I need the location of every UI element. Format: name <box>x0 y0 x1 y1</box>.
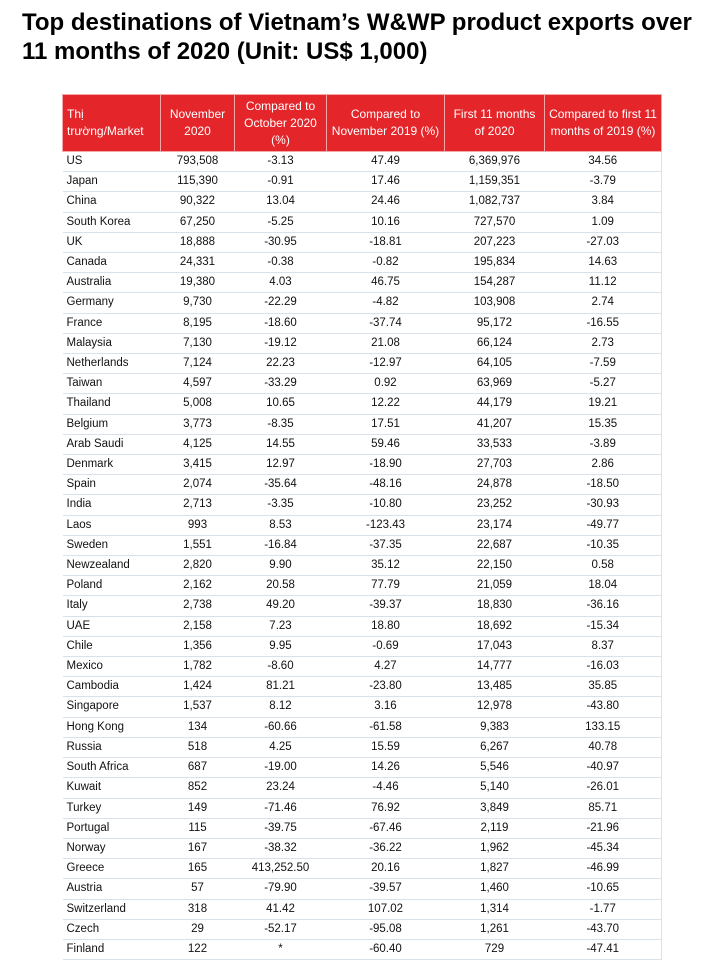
vs-first-11-months-2019-cell: -1.77 <box>545 899 662 919</box>
vs-november-2019-cell: 18.80 <box>327 616 445 636</box>
november-2020-cell: 4,125 <box>161 434 235 454</box>
vs-october-2020-cell: 9.90 <box>235 556 327 576</box>
vs-october-2020-cell: -19.00 <box>235 758 327 778</box>
first-11-months-2020-cell: 13,485 <box>445 677 545 697</box>
first-11-months-2020-cell: 1,159,351 <box>445 172 545 192</box>
vs-november-2019-cell: 3.16 <box>327 697 445 717</box>
vs-first-11-months-2019-cell: -27.03 <box>545 232 662 252</box>
first-11-months-2020-cell: 1,082,737 <box>445 192 545 212</box>
header-vs-november-2019: Compared to November 2019 (%) <box>327 95 445 152</box>
market-cell: Denmark <box>63 455 161 475</box>
vs-first-11-months-2019-cell: -10.35 <box>545 535 662 555</box>
table-row <box>63 192 662 212</box>
market-cell: Singapore <box>63 697 161 717</box>
first-11-months-2020-cell: 44,179 <box>445 394 545 414</box>
vs-first-11-months-2019-cell: -3.89 <box>545 434 662 454</box>
vs-november-2019-cell: -37.35 <box>327 535 445 555</box>
november-2020-cell: 24,331 <box>161 253 235 273</box>
vs-first-11-months-2019-cell: -16.55 <box>545 313 662 333</box>
first-11-months-2020-cell: 1,314 <box>445 899 545 919</box>
header-november-2020: November 2020 <box>161 95 235 152</box>
vs-october-2020-cell: 8.12 <box>235 697 327 717</box>
table-row <box>63 212 662 232</box>
vs-november-2019-cell: -67.46 <box>327 818 445 838</box>
header-row <box>63 95 662 152</box>
november-2020-cell: 3,415 <box>161 455 235 475</box>
november-2020-cell: 134 <box>161 717 235 737</box>
table-row <box>63 859 662 879</box>
vs-november-2019-cell: -0.82 <box>327 253 445 273</box>
vs-october-2020-cell: -60.66 <box>235 717 327 737</box>
vs-first-11-months-2019-cell: 1.09 <box>545 212 662 232</box>
vs-first-11-months-2019-cell: 2.73 <box>545 333 662 353</box>
november-2020-cell: 1,356 <box>161 636 235 656</box>
november-2020-cell: 993 <box>161 515 235 535</box>
vs-first-11-months-2019-cell: 18.04 <box>545 576 662 596</box>
first-11-months-2020-cell: 41,207 <box>445 414 545 434</box>
vs-november-2019-cell: 77.79 <box>327 576 445 596</box>
vs-october-2020-cell: * <box>235 939 327 959</box>
exports-table <box>62 94 662 960</box>
vs-first-11-months-2019-cell: 3.84 <box>545 192 662 212</box>
vs-first-11-months-2019-cell: -18.50 <box>545 475 662 495</box>
table-row <box>63 576 662 596</box>
first-11-months-2020-cell: 103,908 <box>445 293 545 313</box>
table-row <box>63 354 662 374</box>
table-row <box>63 232 662 252</box>
vs-november-2019-cell: -36.22 <box>327 838 445 858</box>
header-vs-october-2020: Compared to October 2020 (%) <box>235 95 327 152</box>
november-2020-cell: 2,162 <box>161 576 235 596</box>
vs-october-2020-cell: 41.42 <box>235 899 327 919</box>
vs-november-2019-cell: -18.81 <box>327 232 445 252</box>
november-2020-cell: 115,390 <box>161 172 235 192</box>
table-row <box>63 273 662 293</box>
vs-october-2020-cell: -35.64 <box>235 475 327 495</box>
market-cell: Taiwan <box>63 374 161 394</box>
vs-first-11-months-2019-cell: 2.74 <box>545 293 662 313</box>
table-row <box>63 253 662 273</box>
vs-first-11-months-2019-cell: -26.01 <box>545 778 662 798</box>
vs-november-2019-cell: 21.08 <box>327 333 445 353</box>
header-vs-first-11-months-2019: Compared to first 11 months of 2019 (%) <box>545 95 662 152</box>
vs-october-2020-cell: 14.55 <box>235 434 327 454</box>
market-cell: Poland <box>63 576 161 596</box>
first-11-months-2020-cell: 23,174 <box>445 515 545 535</box>
market-cell: France <box>63 313 161 333</box>
vs-first-11-months-2019-cell: -36.16 <box>545 596 662 616</box>
table-row <box>63 313 662 333</box>
vs-first-11-months-2019-cell: 11.12 <box>545 273 662 293</box>
first-11-months-2020-cell: 66,124 <box>445 333 545 353</box>
table-row <box>63 818 662 838</box>
vs-october-2020-cell: -39.75 <box>235 818 327 838</box>
table-row <box>63 778 662 798</box>
first-11-months-2020-cell: 22,150 <box>445 556 545 576</box>
first-11-months-2020-cell: 17,043 <box>445 636 545 656</box>
vs-october-2020-cell: -30.95 <box>235 232 327 252</box>
vs-november-2019-cell: -61.58 <box>327 717 445 737</box>
first-11-months-2020-cell: 22,687 <box>445 535 545 555</box>
vs-november-2019-cell: 10.16 <box>327 212 445 232</box>
table-row <box>63 535 662 555</box>
table-row <box>63 636 662 656</box>
market-cell: Greece <box>63 859 161 879</box>
market-cell: Laos <box>63 515 161 535</box>
vs-november-2019-cell: -4.82 <box>327 293 445 313</box>
vs-first-11-months-2019-cell: 19.21 <box>545 394 662 414</box>
first-11-months-2020-cell: 63,969 <box>445 374 545 394</box>
first-11-months-2020-cell: 12,978 <box>445 697 545 717</box>
first-11-months-2020-cell: 21,059 <box>445 576 545 596</box>
market-cell: Japan <box>63 172 161 192</box>
november-2020-cell: 1,537 <box>161 697 235 717</box>
market-cell: Czech <box>63 919 161 939</box>
first-11-months-2020-cell: 207,223 <box>445 232 545 252</box>
vs-november-2019-cell: -123.43 <box>327 515 445 535</box>
first-11-months-2020-cell: 14,777 <box>445 657 545 677</box>
first-11-months-2020-cell: 18,830 <box>445 596 545 616</box>
table-row <box>63 495 662 515</box>
table-row <box>63 455 662 475</box>
vs-november-2019-cell: -60.40 <box>327 939 445 959</box>
vs-first-11-months-2019-cell: 2.86 <box>545 455 662 475</box>
november-2020-cell: 2,074 <box>161 475 235 495</box>
vs-first-11-months-2019-cell: -7.59 <box>545 354 662 374</box>
november-2020-cell: 1,551 <box>161 535 235 555</box>
november-2020-cell: 122 <box>161 939 235 959</box>
vs-november-2019-cell: -18.90 <box>327 455 445 475</box>
november-2020-cell: 687 <box>161 758 235 778</box>
vs-first-11-months-2019-cell: 133.15 <box>545 717 662 737</box>
market-cell: Thailand <box>63 394 161 414</box>
november-2020-cell: 67,250 <box>161 212 235 232</box>
november-2020-cell: 3,773 <box>161 414 235 434</box>
vs-october-2020-cell: 7.23 <box>235 616 327 636</box>
table-row <box>63 515 662 535</box>
table-row <box>63 657 662 677</box>
vs-october-2020-cell: 4.25 <box>235 737 327 757</box>
vs-october-2020-cell: -18.60 <box>235 313 327 333</box>
november-2020-cell: 2,158 <box>161 616 235 636</box>
table-row <box>63 677 662 697</box>
november-2020-cell: 1,782 <box>161 657 235 677</box>
market-cell: UK <box>63 232 161 252</box>
table-row <box>63 394 662 414</box>
market-cell: Sweden <box>63 535 161 555</box>
vs-november-2019-cell: 17.51 <box>327 414 445 434</box>
first-11-months-2020-cell: 6,369,976 <box>445 152 545 172</box>
vs-november-2019-cell: 35.12 <box>327 556 445 576</box>
vs-october-2020-cell: 13.04 <box>235 192 327 212</box>
market-cell: Netherlands <box>63 354 161 374</box>
market-cell: Cambodia <box>63 677 161 697</box>
vs-first-11-months-2019-cell: 85.71 <box>545 798 662 818</box>
table-row <box>63 939 662 959</box>
market-cell: South Africa <box>63 758 161 778</box>
vs-first-11-months-2019-cell: 34.56 <box>545 152 662 172</box>
vs-november-2019-cell: 15.59 <box>327 737 445 757</box>
vs-october-2020-cell: -52.17 <box>235 919 327 939</box>
vs-november-2019-cell: 4.27 <box>327 657 445 677</box>
market-cell: Austria <box>63 879 161 899</box>
november-2020-cell: 19,380 <box>161 273 235 293</box>
vs-november-2019-cell: -23.80 <box>327 677 445 697</box>
market-cell: India <box>63 495 161 515</box>
first-11-months-2020-cell: 27,703 <box>445 455 545 475</box>
first-11-months-2020-cell: 5,546 <box>445 758 545 778</box>
vs-first-11-months-2019-cell: -10.65 <box>545 879 662 899</box>
table-row <box>63 596 662 616</box>
vs-november-2019-cell: 107.02 <box>327 899 445 919</box>
first-11-months-2020-cell: 18,692 <box>445 616 545 636</box>
vs-october-2020-cell: -19.12 <box>235 333 327 353</box>
header-first-11-months-2020: First 11 months of 2020 <box>445 95 545 152</box>
table-header <box>63 95 662 152</box>
vs-first-11-months-2019-cell: 15.35 <box>545 414 662 434</box>
vs-october-2020-cell: 413,252.50 <box>235 859 327 879</box>
november-2020-cell: 167 <box>161 838 235 858</box>
market-cell: Spain <box>63 475 161 495</box>
exports-table-container <box>62 94 661 960</box>
vs-first-11-months-2019-cell: -30.93 <box>545 495 662 515</box>
market-cell: Malaysia <box>63 333 161 353</box>
vs-october-2020-cell: 10.65 <box>235 394 327 414</box>
market-cell: Hong Kong <box>63 717 161 737</box>
vs-november-2019-cell: -4.46 <box>327 778 445 798</box>
november-2020-cell: 2,820 <box>161 556 235 576</box>
vs-october-2020-cell: 49.20 <box>235 596 327 616</box>
vs-october-2020-cell: -8.60 <box>235 657 327 677</box>
november-2020-cell: 518 <box>161 737 235 757</box>
market-cell: Canada <box>63 253 161 273</box>
vs-november-2019-cell: -95.08 <box>327 919 445 939</box>
vs-october-2020-cell: -3.13 <box>235 152 327 172</box>
vs-first-11-months-2019-cell: -16.03 <box>545 657 662 677</box>
table-row <box>63 616 662 636</box>
table-row <box>63 556 662 576</box>
vs-october-2020-cell: 20.58 <box>235 576 327 596</box>
first-11-months-2020-cell: 3,849 <box>445 798 545 818</box>
vs-october-2020-cell: 9.95 <box>235 636 327 656</box>
vs-november-2019-cell: 0.92 <box>327 374 445 394</box>
vs-november-2019-cell: 14.26 <box>327 758 445 778</box>
vs-november-2019-cell: -39.57 <box>327 879 445 899</box>
market-cell: Arab Saudi <box>63 434 161 454</box>
market-cell: South Korea <box>63 212 161 232</box>
november-2020-cell: 318 <box>161 899 235 919</box>
first-11-months-2020-cell: 154,287 <box>445 273 545 293</box>
table-row <box>63 697 662 717</box>
vs-first-11-months-2019-cell: -43.80 <box>545 697 662 717</box>
vs-october-2020-cell: 81.21 <box>235 677 327 697</box>
vs-first-11-months-2019-cell: -40.97 <box>545 758 662 778</box>
first-11-months-2020-cell: 727,570 <box>445 212 545 232</box>
first-11-months-2020-cell: 33,533 <box>445 434 545 454</box>
november-2020-cell: 149 <box>161 798 235 818</box>
table-row <box>63 758 662 778</box>
vs-november-2019-cell: 59.46 <box>327 434 445 454</box>
first-11-months-2020-cell: 1,261 <box>445 919 545 939</box>
vs-first-11-months-2019-cell: -3.79 <box>545 172 662 192</box>
november-2020-cell: 57 <box>161 879 235 899</box>
market-cell: Turkey <box>63 798 161 818</box>
market-cell: Italy <box>63 596 161 616</box>
november-2020-cell: 793,508 <box>161 152 235 172</box>
vs-october-2020-cell: 22.23 <box>235 354 327 374</box>
november-2020-cell: 18,888 <box>161 232 235 252</box>
vs-october-2020-cell: -8.35 <box>235 414 327 434</box>
market-cell: Mexico <box>63 657 161 677</box>
vs-october-2020-cell: -79.90 <box>235 879 327 899</box>
november-2020-cell: 90,322 <box>161 192 235 212</box>
vs-november-2019-cell: 46.75 <box>327 273 445 293</box>
first-11-months-2020-cell: 95,172 <box>445 313 545 333</box>
vs-october-2020-cell: -0.91 <box>235 172 327 192</box>
vs-october-2020-cell: 12.97 <box>235 455 327 475</box>
vs-october-2020-cell: -5.25 <box>235 212 327 232</box>
november-2020-cell: 29 <box>161 919 235 939</box>
table-row <box>63 293 662 313</box>
november-2020-cell: 1,424 <box>161 677 235 697</box>
page-title: Top destinations of Vietnam’s W&WP product exports over 11 months of 2020 (Unit: US$ 1,000) <box>22 9 692 65</box>
vs-first-11-months-2019-cell: -43.70 <box>545 919 662 939</box>
vs-november-2019-cell: 20.16 <box>327 859 445 879</box>
first-11-months-2020-cell: 9,383 <box>445 717 545 737</box>
vs-november-2019-cell: 47.49 <box>327 152 445 172</box>
table-row <box>63 152 662 172</box>
vs-first-11-months-2019-cell: -46.99 <box>545 859 662 879</box>
first-11-months-2020-cell: 729 <box>445 939 545 959</box>
first-11-months-2020-cell: 1,962 <box>445 838 545 858</box>
table-row <box>63 374 662 394</box>
market-cell: Newzealand <box>63 556 161 576</box>
november-2020-cell: 7,130 <box>161 333 235 353</box>
vs-first-11-months-2019-cell: -21.96 <box>545 818 662 838</box>
november-2020-cell: 115 <box>161 818 235 838</box>
market-cell: Australia <box>63 273 161 293</box>
vs-november-2019-cell: -0.69 <box>327 636 445 656</box>
vs-november-2019-cell: 76.92 <box>327 798 445 818</box>
vs-october-2020-cell: -22.29 <box>235 293 327 313</box>
market-cell: Belgium <box>63 414 161 434</box>
vs-november-2019-cell: -37.74 <box>327 313 445 333</box>
table-body <box>63 152 662 960</box>
vs-october-2020-cell: -38.32 <box>235 838 327 858</box>
market-cell: Norway <box>63 838 161 858</box>
vs-november-2019-cell: -48.16 <box>327 475 445 495</box>
vs-october-2020-cell: -71.46 <box>235 798 327 818</box>
vs-first-11-months-2019-cell: -15.34 <box>545 616 662 636</box>
first-11-months-2020-cell: 64,105 <box>445 354 545 374</box>
table-row <box>63 434 662 454</box>
table-row <box>63 475 662 495</box>
vs-first-11-months-2019-cell: -47.41 <box>545 939 662 959</box>
november-2020-cell: 2,738 <box>161 596 235 616</box>
november-2020-cell: 4,597 <box>161 374 235 394</box>
vs-november-2019-cell: 12.22 <box>327 394 445 414</box>
vs-october-2020-cell: -0.38 <box>235 253 327 273</box>
first-11-months-2020-cell: 1,827 <box>445 859 545 879</box>
vs-first-11-months-2019-cell: 8.37 <box>545 636 662 656</box>
first-11-months-2020-cell: 2,119 <box>445 818 545 838</box>
table-row <box>63 919 662 939</box>
vs-october-2020-cell: -3.35 <box>235 495 327 515</box>
vs-first-11-months-2019-cell: -45.34 <box>545 838 662 858</box>
vs-first-11-months-2019-cell: 35.85 <box>545 677 662 697</box>
vs-first-11-months-2019-cell: 40.78 <box>545 737 662 757</box>
november-2020-cell: 7,124 <box>161 354 235 374</box>
november-2020-cell: 8,195 <box>161 313 235 333</box>
table-row <box>63 838 662 858</box>
table-row <box>63 333 662 353</box>
first-11-months-2020-cell: 24,878 <box>445 475 545 495</box>
november-2020-cell: 165 <box>161 859 235 879</box>
november-2020-cell: 5,008 <box>161 394 235 414</box>
november-2020-cell: 852 <box>161 778 235 798</box>
vs-october-2020-cell: 8.53 <box>235 515 327 535</box>
table-row <box>63 899 662 919</box>
vs-november-2019-cell: -39.37 <box>327 596 445 616</box>
market-cell: Germany <box>63 293 161 313</box>
first-11-months-2020-cell: 195,834 <box>445 253 545 273</box>
vs-first-11-months-2019-cell: -5.27 <box>545 374 662 394</box>
first-11-months-2020-cell: 1,460 <box>445 879 545 899</box>
table-row <box>63 879 662 899</box>
vs-november-2019-cell: 17.46 <box>327 172 445 192</box>
table-row <box>63 737 662 757</box>
vs-first-11-months-2019-cell: 0.58 <box>545 556 662 576</box>
vs-first-11-months-2019-cell: 14.63 <box>545 253 662 273</box>
first-11-months-2020-cell: 5,140 <box>445 778 545 798</box>
market-cell: UAE <box>63 616 161 636</box>
vs-november-2019-cell: -12.97 <box>327 354 445 374</box>
market-cell: US <box>63 152 161 172</box>
market-cell: Switzerland <box>63 899 161 919</box>
market-cell: Finland <box>63 939 161 959</box>
header-market: Thị trường/Market <box>63 95 161 152</box>
market-cell: Chile <box>63 636 161 656</box>
vs-first-11-months-2019-cell: -49.77 <box>545 515 662 535</box>
market-cell: Russia <box>63 737 161 757</box>
table-row <box>63 798 662 818</box>
table-row <box>63 172 662 192</box>
vs-october-2020-cell: 4.03 <box>235 273 327 293</box>
market-cell: Kuwait <box>63 778 161 798</box>
vs-november-2019-cell: 24.46 <box>327 192 445 212</box>
november-2020-cell: 2,713 <box>161 495 235 515</box>
vs-october-2020-cell: -16.84 <box>235 535 327 555</box>
first-11-months-2020-cell: 23,252 <box>445 495 545 515</box>
table-row <box>63 717 662 737</box>
vs-november-2019-cell: -10.80 <box>327 495 445 515</box>
table-row <box>63 414 662 434</box>
vs-october-2020-cell: 23.24 <box>235 778 327 798</box>
market-cell: Portugal <box>63 818 161 838</box>
market-cell: China <box>63 192 161 212</box>
first-11-months-2020-cell: 6,267 <box>445 737 545 757</box>
november-2020-cell: 9,730 <box>161 293 235 313</box>
vs-october-2020-cell: -33.29 <box>235 374 327 394</box>
